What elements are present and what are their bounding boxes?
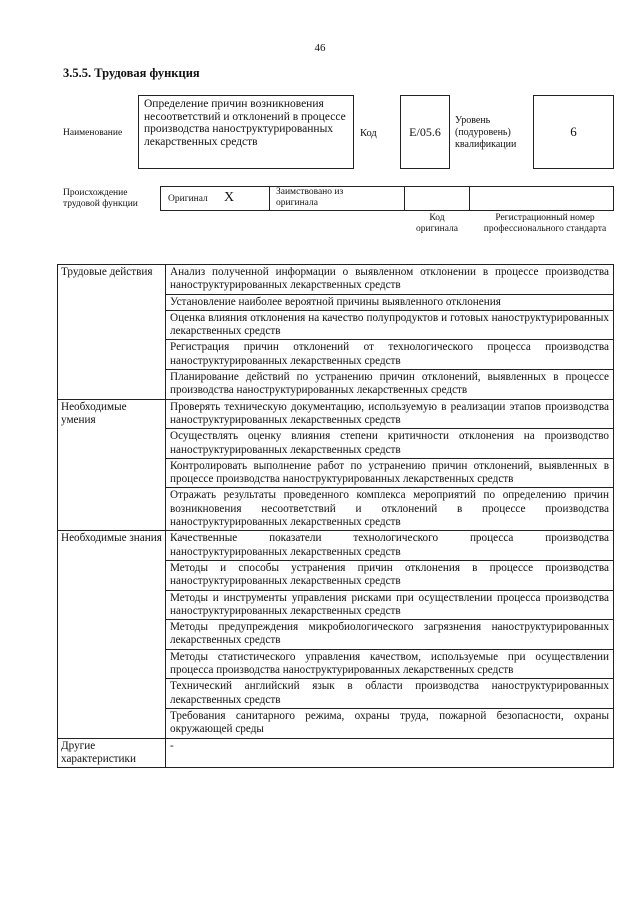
- original-mark: X: [224, 190, 235, 205]
- item-cell: Качественные показатели технологического процесса производства наноструктурированных лекарственных средств: [166, 531, 614, 561]
- item-cell: Установление наиболее вероятной причины выявленного отклонения: [166, 294, 614, 310]
- item-cell: Контролировать выполнение работ по устранению причин отклонений, выявленных в процессе производства наноструктурированных лекарственных средств: [166, 458, 614, 488]
- item-cell: Оценка влияния отклонения на качество полупродуктов и готовых наноструктурированных лекарственных средств: [166, 310, 614, 340]
- code-label: Код: [360, 128, 377, 139]
- table-row: [58, 531, 614, 561]
- item-cell: -: [166, 738, 614, 768]
- borrowed-label: Заимствовано из оригинала: [276, 187, 344, 208]
- level-value: 6: [570, 124, 577, 139]
- category-cell: Необходимые знания: [58, 531, 166, 738]
- table-row: [58, 399, 614, 429]
- function-name: Определение причин возникновения несоответствий и отклонений в процессе производства наноструктурированных лекарственных средств: [144, 98, 346, 148]
- item-cell: Анализ полученной информации о выявленном отклонении в процессе производства наноструктурированных лекарственных средств: [166, 265, 614, 295]
- page-number: 46: [314, 42, 326, 54]
- reg-number-caption: Регистрационный номер профессионального стандарта: [483, 213, 607, 234]
- function-name-box: [138, 95, 354, 169]
- item-cell: Методы статистического управления качеством, используемые при осуществлении процесса производства наноструктурированных лекарственных средств: [166, 649, 614, 679]
- level-box: [533, 95, 614, 169]
- code-value: E/05.6: [409, 124, 441, 139]
- origin-divider-3: [469, 186, 470, 211]
- item-cell: Проверять техническую документацию, используемую в реализации этапов производства наноструктурированных лекарственных средств: [166, 399, 614, 429]
- category-cell: Необходимые умения: [58, 399, 166, 531]
- item-cell: Методы предупреждения микробиологического загрязнения наноструктурированных лекарственных средств: [166, 620, 614, 650]
- item-cell: Технический английский язык в области производства наноструктурированных лекарственных средств: [166, 679, 614, 709]
- code-box: [400, 95, 450, 169]
- item-cell: Регистрация причин отклонений от технологического процесса производства наноструктурированных лекарственных средств: [166, 340, 614, 370]
- section-title: 3.5.5. Трудовая функция: [63, 66, 200, 80]
- origin-divider-1: [269, 186, 270, 211]
- category-cell: Другие характеристики: [58, 738, 166, 768]
- level-label: Уровень (подуровень) квалификации: [455, 115, 517, 150]
- category-cell: Трудовые действия: [58, 265, 166, 400]
- table-row: [58, 738, 614, 768]
- item-cell: Требования санитарного режима, охраны труда, пожарной безопасности, охраны окружающей среды: [166, 708, 614, 738]
- code-original-caption: Код оригинала: [416, 213, 458, 234]
- item-cell: Методы и инструменты управления рисками при осуществлении процесса производства наноструктурированных лекарственных средств: [166, 590, 614, 620]
- origin-divider-2: [404, 186, 405, 211]
- origin-label: Происхождение трудовой функции: [63, 188, 138, 209]
- table-row: [58, 265, 614, 295]
- name-label: Наименование: [63, 128, 123, 138]
- original-label: Оригинал: [168, 194, 208, 204]
- function-details-table: [57, 264, 614, 768]
- item-cell: Осуществлять оценку влияния степени критичности отклонения на производство наноструктурированных лекарственных средств: [166, 429, 614, 459]
- item-cell: Отражать результаты проведенного комплекса мероприятий по определению причин возникновения несоответствий и отклонений в процессе производства наноструктурированных лекарственных средств: [166, 488, 614, 531]
- item-cell: Методы и способы устранения причин отклонения в процессе производства наноструктурированных лекарственных средств: [166, 560, 614, 590]
- item-cell: Планирование действий по устранению причин отклонений, выявленных в процессе производства наноструктурированных лекарственных средств: [166, 370, 614, 400]
